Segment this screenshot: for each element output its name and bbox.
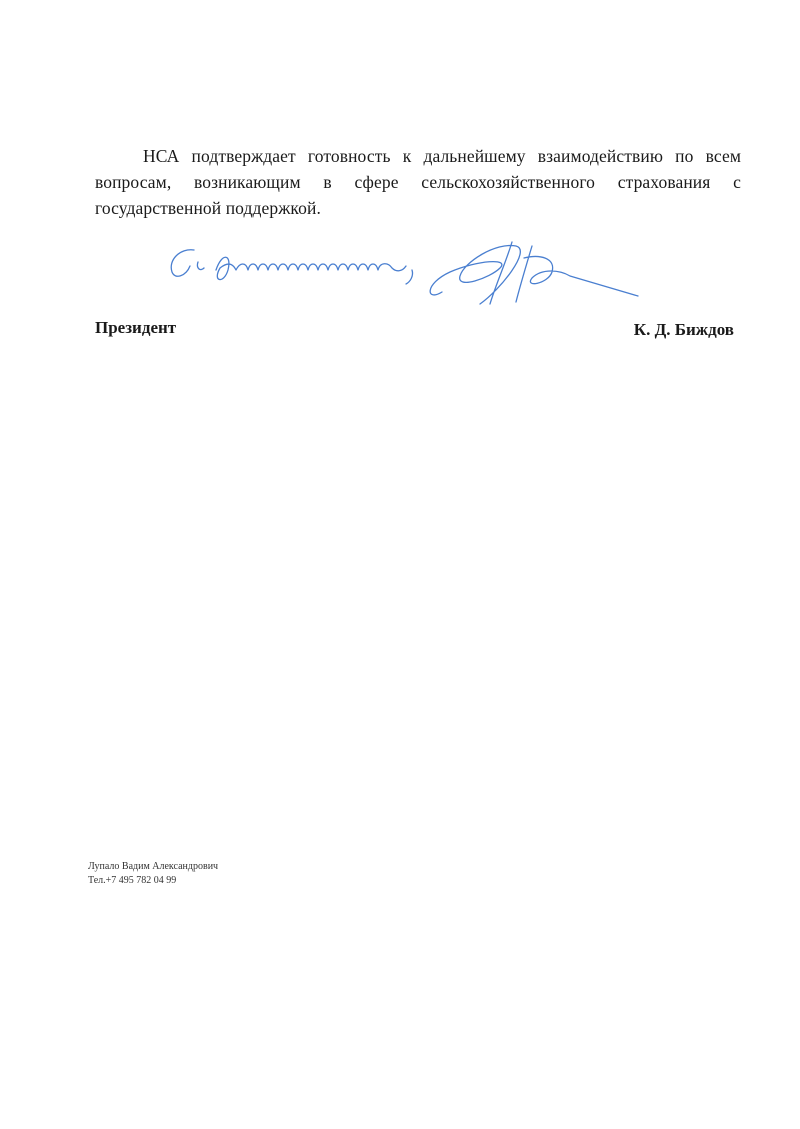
signer-position-title: Президент bbox=[95, 318, 177, 337]
executor-name: Лупало Вадим Александрович bbox=[88, 861, 219, 872]
executor-phone: Тел.+7 495 782 04 99 bbox=[88, 875, 177, 886]
handwritten-signature bbox=[160, 232, 640, 312]
executor-contact-block bbox=[88, 860, 218, 888]
letter-body-paragraph: НСА подтверждает готовность к дальнейшему взаимодействию по всем вопросам, возникающим в сфере сельскохозяйственного страхования с государственной поддержкой. bbox=[95, 146, 741, 218]
signer-name: К. Д. Биждов bbox=[633, 320, 734, 339]
